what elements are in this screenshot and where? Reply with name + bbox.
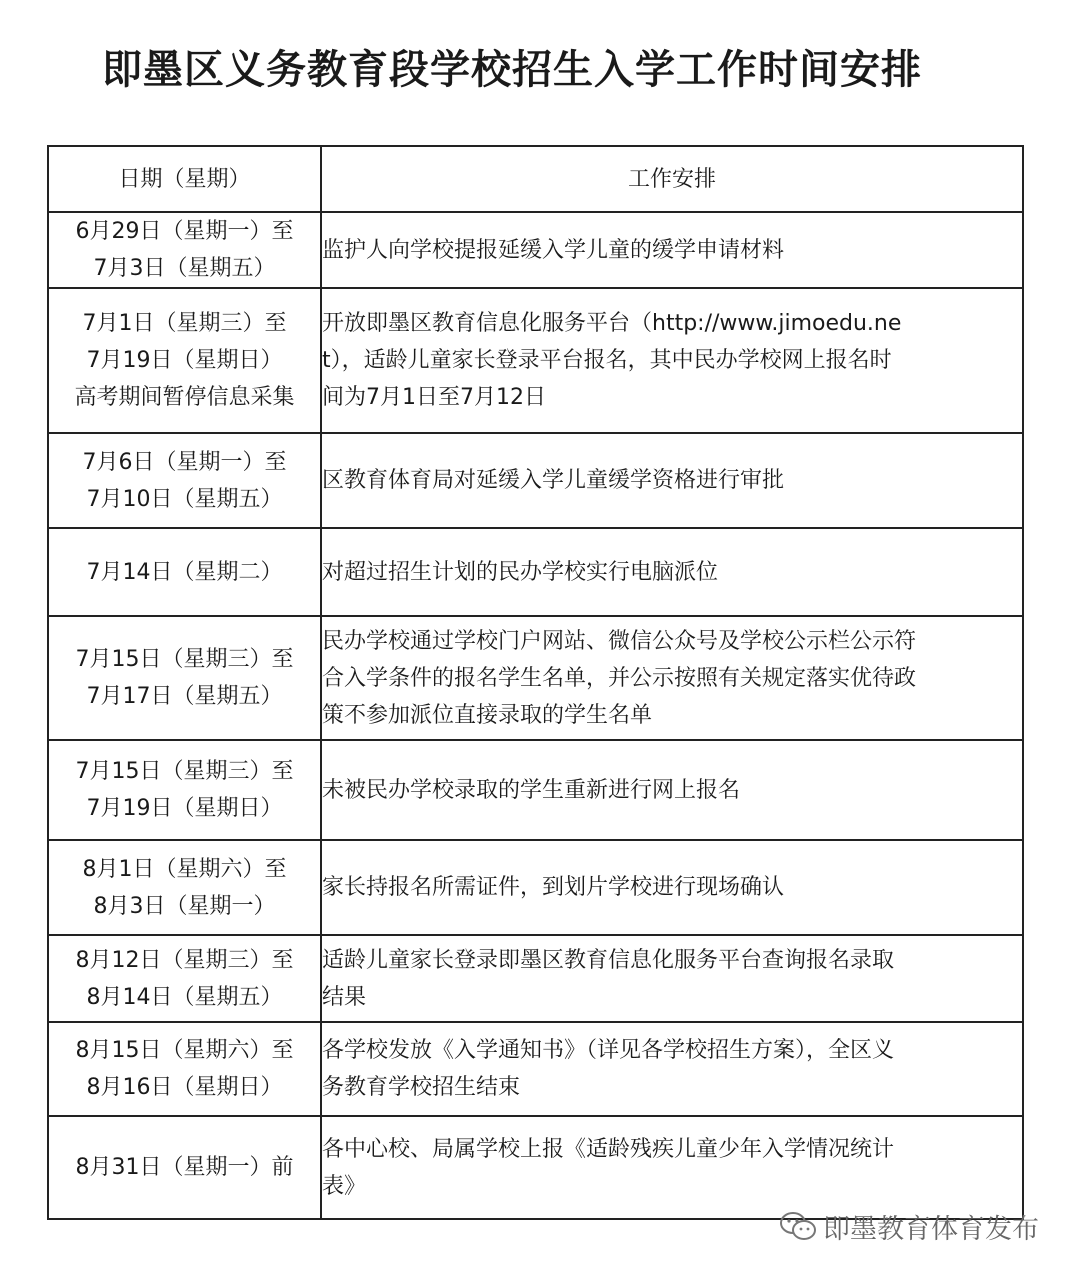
work-cell [321,212,1023,288]
wechat-icon [779,1210,817,1244]
table-row [48,840,1023,935]
date-line: 7月1日（星期三）至 [82,311,287,336]
table-row [48,1022,1023,1116]
work-line: 务教育学校招生结束 [322,1075,521,1100]
work-line: 间为7月1日至7月12日 [322,385,546,410]
work-line: 未被民办学校录取的学生重新进行网上报名 [322,777,741,803]
work-line: 表》 [322,1173,367,1199]
work-line: 结果 [322,984,367,1010]
work-line: 民办学校通过学校门户网站、微信公众号及学校公示栏公示符 [322,628,917,654]
table-row [48,935,1023,1022]
work-cell [321,740,1023,840]
date-line: 7月17日（星期五） [86,684,283,709]
table-row [48,616,1023,740]
table-row [48,212,1023,288]
date-cell [48,616,321,740]
work-line: 策不参加派位直接录取的学生名单 [322,702,653,728]
date-line: 7月15日（星期三）至 [75,759,294,784]
work-cell [321,1022,1023,1116]
date-line: 7月6日（星期一）至 [82,449,287,475]
date-line: 8月16日（星期日） [86,1075,283,1100]
schedule-table [47,145,1024,1220]
table-row [48,433,1023,528]
table-row [48,288,1023,433]
date-line: 8月3日（星期一） [93,893,276,919]
watermark [779,1207,1039,1246]
work-line: 家长持报名所需证件，到划片学校进行现场确认 [322,875,785,900]
header-work: 工作安排 [321,146,1023,212]
work-cell [321,433,1023,528]
work-cell [321,616,1023,740]
work-line: 开放即墨区教育信息化服务平台（http://www.jimoedu.ne [322,311,902,336]
work-line: 区教育体育局对延缓入学儿童缓学资格进行审批 [322,468,785,493]
page-title: 即墨区义务教育段学校招生入学工作时间安排 [102,47,922,93]
work-line: t），适龄儿童家长登录平台报名，其中民办学校网上报名时 [322,348,892,373]
work-cell [321,935,1023,1022]
date-cell [48,935,321,1022]
date-cell [48,288,321,433]
date-line: 7月3日（星期五） [93,256,276,281]
watermark-text: 即墨教育体育发布 [823,1214,1039,1245]
date-line: 7月19日（星期日） [86,348,283,373]
date-line: 6月29日（星期一）至 [75,219,294,244]
date-line: 高考期间暂停信息采集 [74,385,295,410]
date-cell [48,433,321,528]
work-cell [321,1116,1023,1219]
date-line: 8月15日（星期六）至 [75,1038,294,1063]
work-line: 合入学条件的报名学生名单，并公示按照有关规定落实优待政 [322,665,917,691]
work-line: 监护人向学校提报延缓入学儿童的缓学申请材料 [322,237,785,263]
header-date: 日期（星期） [48,146,321,212]
date-line: 8月1日（星期六）至 [82,856,287,882]
table-row [48,740,1023,840]
date-cell [48,840,321,935]
date-cell [48,1116,321,1219]
work-line: 各中心校、局属学校上报《适龄残疾儿童少年入学情况统计 [322,1136,895,1162]
date-line: 7月14日（星期二） [86,559,283,585]
work-cell [321,288,1023,433]
date-cell [48,1022,321,1116]
work-cell [321,840,1023,935]
table-header-row [48,146,1023,212]
date-line: 8月12日（星期三）至 [75,947,294,973]
date-line: 7月15日（星期三）至 [75,647,294,672]
date-cell [48,528,321,616]
table-row [48,1116,1023,1219]
work-line: 各学校发放《入学通知书》（详见各学校招生方案），全区义 [322,1038,895,1063]
work-cell [321,528,1023,616]
work-line: 适龄儿童家长登录即墨区教育信息化服务平台查询报名录取 [322,947,895,973]
date-line: 7月19日（星期日） [86,796,283,821]
date-cell [48,740,321,840]
date-line: 8月31日（星期一）前 [75,1155,294,1180]
date-line: 8月14日（星期五） [86,984,283,1010]
date-line: 7月10日（星期五） [86,486,283,512]
work-line: 对超过招生计划的民办学校实行电脑派位 [322,559,719,585]
date-cell [48,212,321,288]
table-row [48,528,1023,616]
